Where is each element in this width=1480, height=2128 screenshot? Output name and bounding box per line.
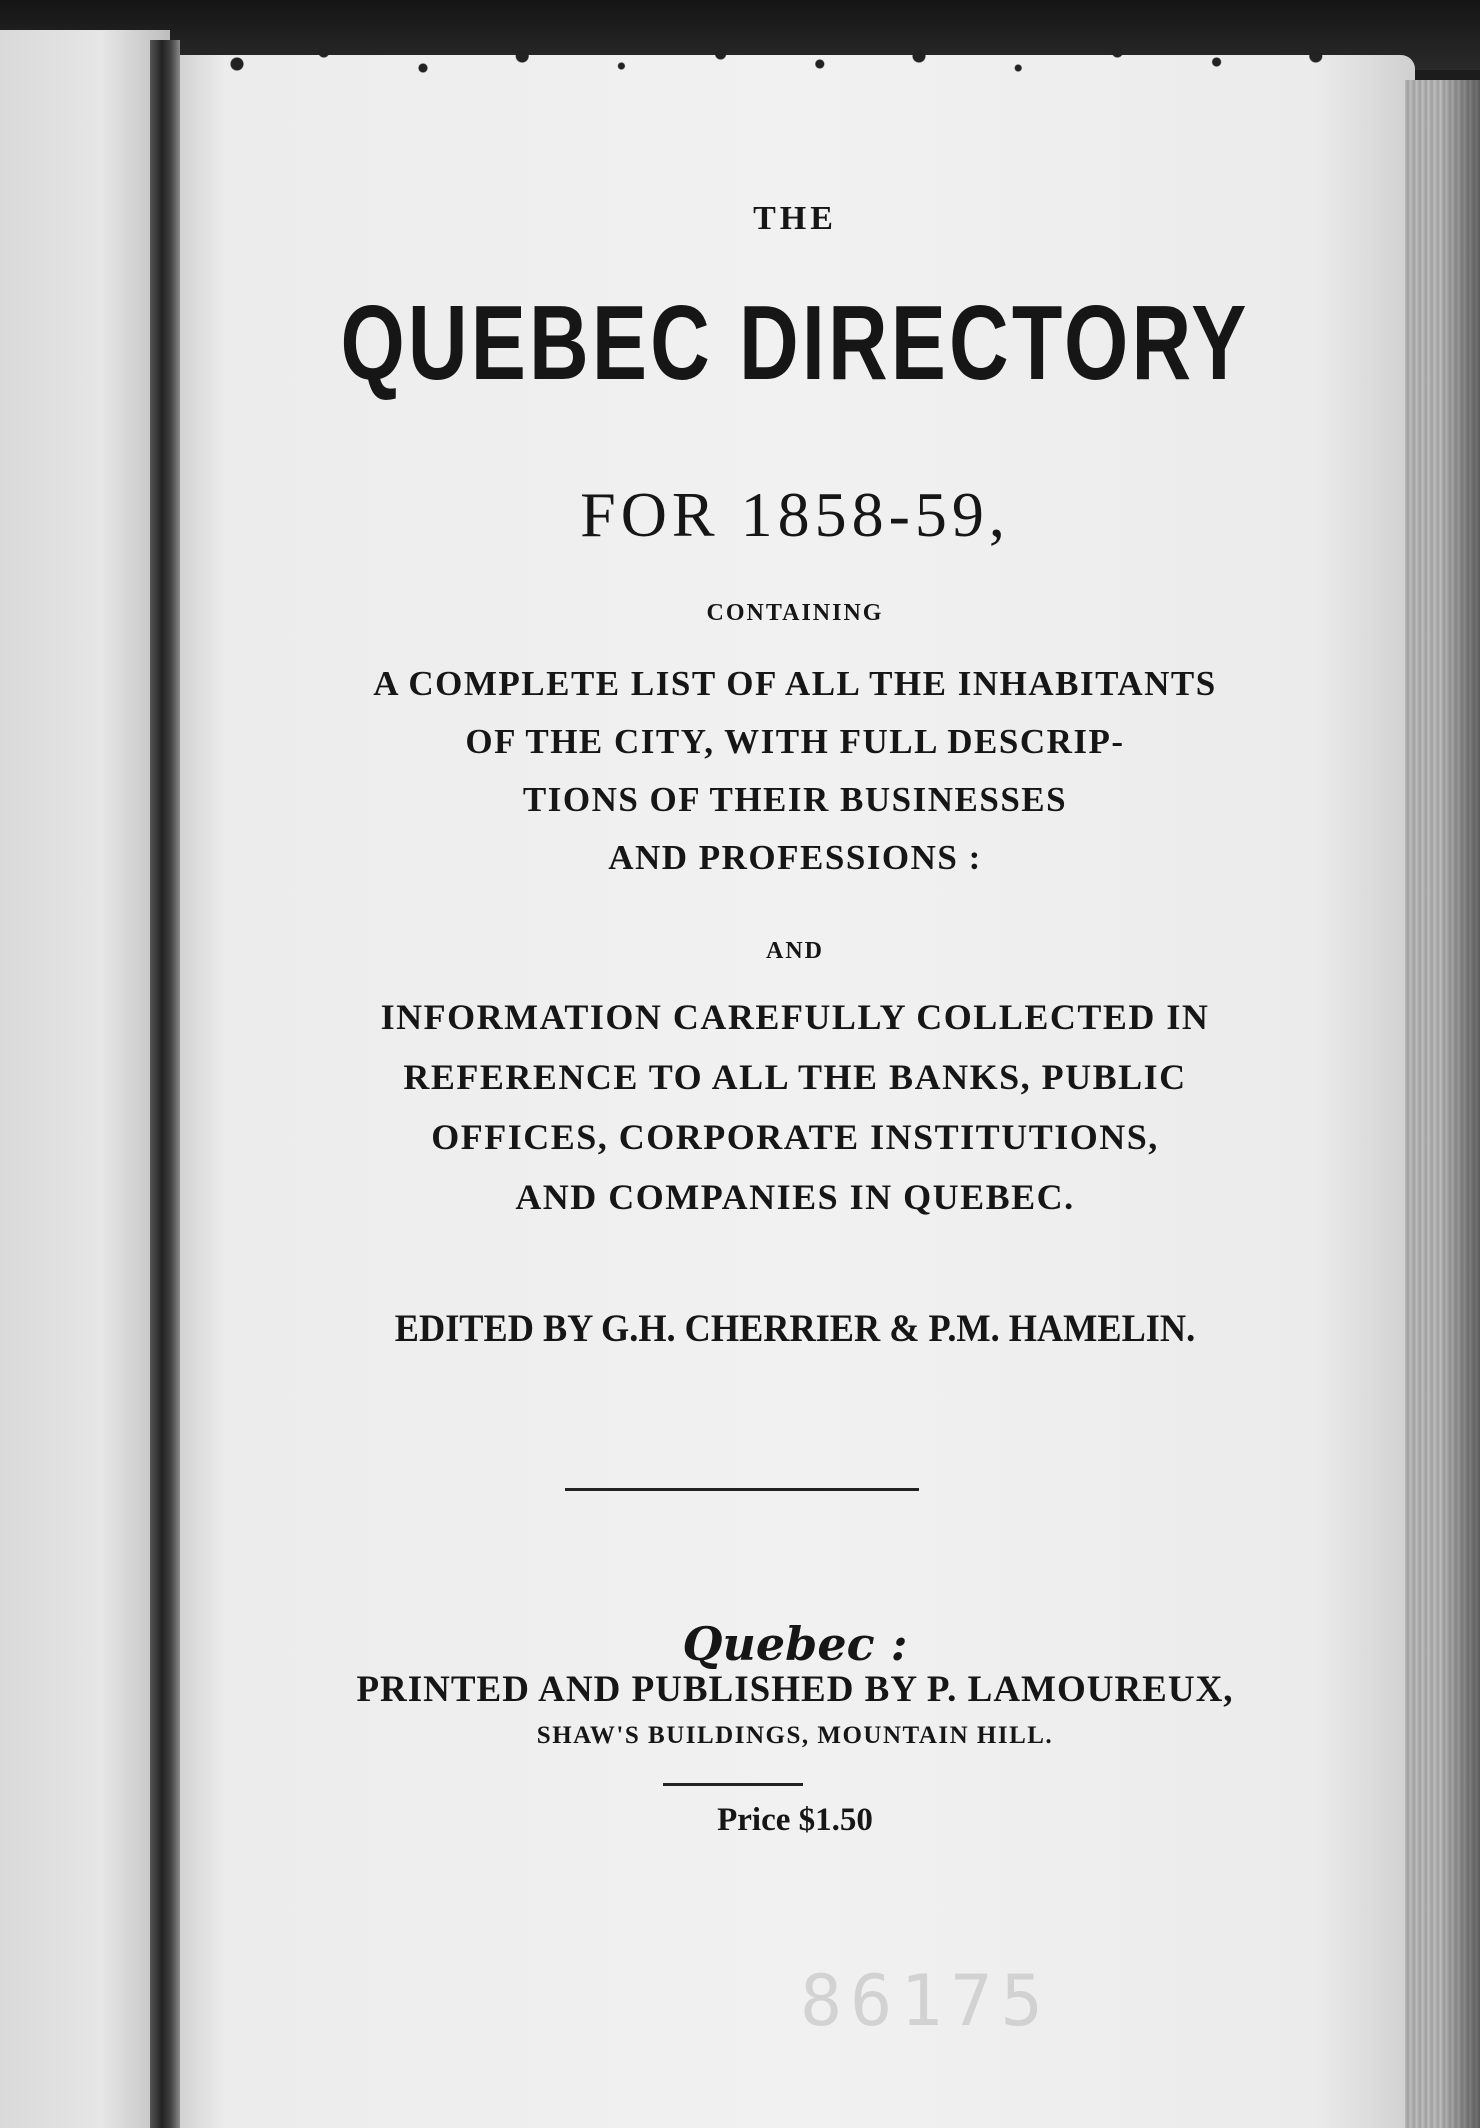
- printer-line: PRINTED AND PUBLISHED BY P. LAMOUREUX,: [356, 1669, 1234, 1710]
- year-line: FOR 1858-59,: [580, 479, 1010, 550]
- library-stamp-number: 86175: [800, 1960, 1051, 2042]
- divider-rule: [565, 1488, 919, 1491]
- title-page-text: [175, 0, 1415, 2128]
- information-line: OFFICES, CORPORATE INSTITUTIONS,: [431, 1117, 1159, 1157]
- description-line: A COMPLETE LIST OF ALL THE INHABITANTS: [373, 664, 1217, 703]
- editors-line: EDITED BY G.H. CHERRIER & P.M. HAMELIN.: [394, 1307, 1196, 1350]
- description-line: AND PROFESSIONS :: [608, 838, 982, 877]
- and-label: AND: [766, 938, 824, 964]
- description-line: OF THE CITY, WITH FULL DESCRIP-: [465, 722, 1125, 761]
- printer-address: SHAW'S BUILDINGS, MOUNTAIN HILL.: [536, 1722, 1054, 1749]
- place-of-publication: Quebec :: [682, 1617, 908, 1671]
- information-line: AND COMPANIES IN QUEBEC.: [515, 1177, 1075, 1217]
- price-line: Price $1.50: [717, 1802, 873, 1838]
- left-facing-page: [0, 30, 170, 2128]
- information-line: INFORMATION CAREFULLY COLLECTED IN: [380, 997, 1210, 1037]
- description-line: TIONS OF THEIR BUSINESSES: [522, 780, 1068, 819]
- containing-label: CONTAINING: [706, 600, 884, 626]
- title-the: THE: [753, 200, 837, 237]
- main-title: QUEBEC DIRECTORY: [340, 284, 1250, 402]
- page-edge-shadow: [1440, 80, 1480, 2128]
- short-divider-rule: [663, 1783, 803, 1786]
- information-line: REFERENCE TO ALL THE BANKS, PUBLIC: [403, 1057, 1187, 1097]
